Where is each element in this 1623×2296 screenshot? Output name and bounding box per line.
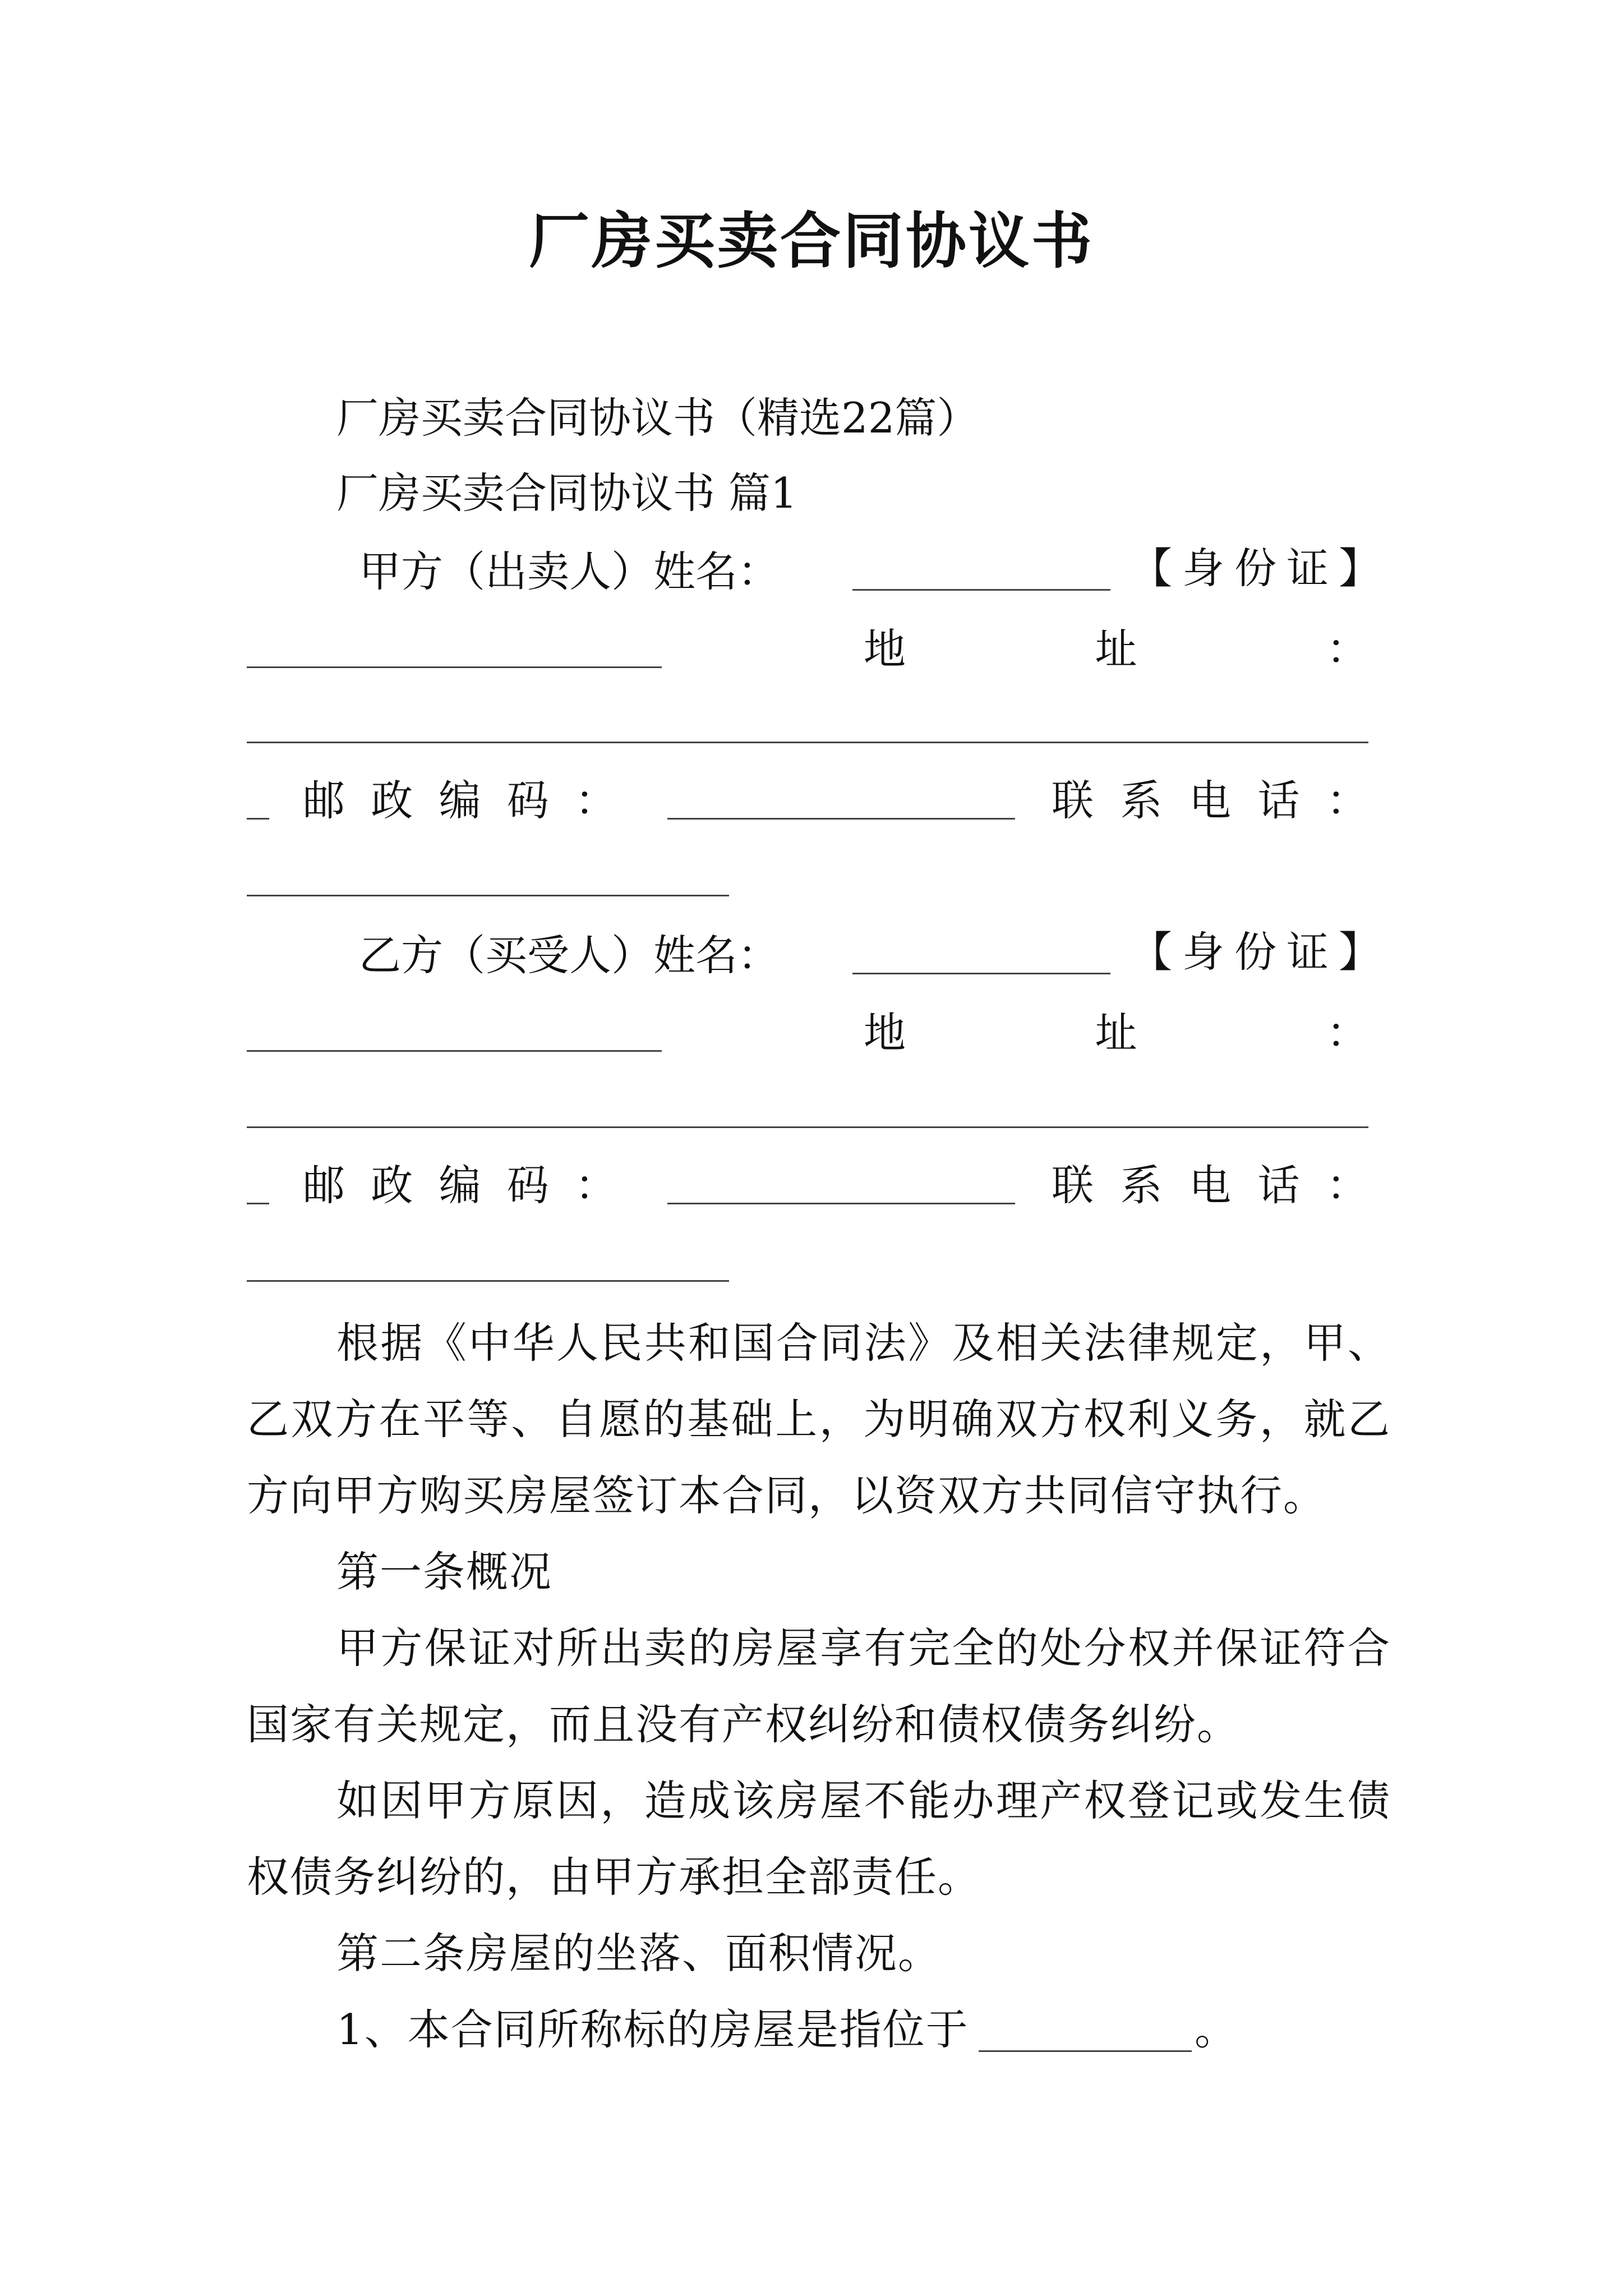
clause-1-text: 1、本合同所称标的房屋是指位于 bbox=[336, 2005, 969, 2054]
paragraph-article-1-body: 甲方保证对所出卖的房屋享有完全的处分权并保证符合国家有关规定，而且没有产权纠纷和债权债务纠纷。 bbox=[247, 1623, 1391, 1749]
party-a-id-blank bbox=[247, 666, 662, 668]
party-a-address-blank bbox=[247, 742, 1368, 743]
party-a-phone-blank bbox=[247, 895, 729, 896]
party-b-id-label: 【身份证】 bbox=[1130, 927, 1391, 977]
paragraph-article-2-heading: 第二条房屋的坐落、面积情况。 bbox=[336, 1929, 942, 1978]
party-a-phone-label: 联 系 电 话 ： bbox=[1052, 775, 1368, 825]
party-b-address-blank bbox=[247, 1126, 1368, 1128]
document-title: 厂房买卖合同协议书 bbox=[528, 206, 1094, 277]
party-a-id-label: 【身份证】 bbox=[1130, 544, 1391, 593]
party-b-name-blank bbox=[852, 973, 1110, 974]
paragraph-article-1-heading: 第一条概况 bbox=[336, 1547, 553, 1596]
party-a-address-label: 地 址 ： bbox=[864, 624, 1368, 674]
party-a-name-label: 甲方（出卖人）姓名： bbox=[359, 546, 780, 596]
party-b-name-label: 乙方（买受人）姓名： bbox=[359, 930, 780, 980]
party-b-postcode-blank bbox=[667, 1203, 1015, 1204]
party-b-id-blank bbox=[247, 1050, 662, 1052]
paragraph-preamble: 根据《中华人民共和国合同法》及相关法律规定，甲、乙双方在平等、自愿的基础上，为明确双方权利义务，就乙方向甲方购买房屋签订本合同，以资双方共同信守执行。 bbox=[247, 1318, 1391, 1520]
chapter-heading: 厂房买卖合同协议书 篇1 bbox=[336, 468, 797, 518]
document-subtitle: 厂房买卖合同协议书（精选22篇） bbox=[336, 393, 979, 443]
party-b-postcode-label: 邮 政 编 码 ： bbox=[303, 1160, 617, 1210]
party-b-address-label: 地 址 ： bbox=[864, 1007, 1368, 1057]
party-a-name-blank bbox=[852, 589, 1110, 591]
party-b-address-blank-end bbox=[247, 1203, 269, 1204]
party-b-phone-label: 联 系 电 话 ： bbox=[1052, 1160, 1368, 1210]
party-a-postcode-blank bbox=[667, 818, 1015, 820]
clause-1-blank bbox=[979, 2050, 1192, 2052]
paragraph-article-1-liability: 如因甲方原因，造成该房屋不能办理产权登记或发生债权债务纠纷的，由甲方承担全部责任。 bbox=[247, 1776, 1391, 1902]
party-a-address-blank-end bbox=[247, 818, 269, 820]
party-a-postcode-label: 邮 政 编 码 ： bbox=[303, 775, 617, 825]
party-b-phone-blank bbox=[247, 1280, 729, 1282]
clause-1-end: 。 bbox=[1195, 2005, 1237, 2054]
